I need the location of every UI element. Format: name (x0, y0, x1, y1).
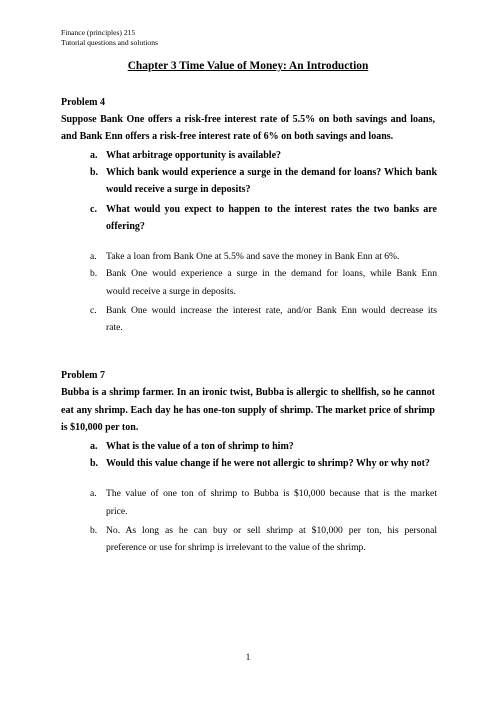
question-text: would receive a surge in deposits? (106, 184, 251, 195)
problem-7-statement-line: eat any shrimp. Each day he has one-ton supply of shrimp. The market price of shrimp (61, 405, 435, 416)
chapter-title: Chapter 3 Time Value of Money: An Introduction (127, 60, 369, 72)
answer-text: Bank One would experience a surge in the demand for loans, while Bank Enn (106, 268, 437, 279)
question-label: c. (90, 204, 97, 215)
answer-text: price. (106, 506, 128, 517)
answer-label: a. (90, 488, 97, 499)
header-course: Finance (principles) 215 (61, 28, 136, 37)
question-text: Would this value change if he were not allergic to shrimp? Why or why not? (106, 458, 430, 469)
answer-text: Bank One would increase the interest rate, and/or Bank Enn would decrease its (106, 305, 437, 316)
answer-text: preference or use for shrimp is irrelevant to the value of the shrimp. (106, 542, 366, 553)
problem-4-heading: Problem 4 (61, 97, 105, 108)
question-text: What arbitrage opportunity is available? (106, 150, 282, 161)
problem-7-statement-line: Bubba is a shrimp farmer. In an ironic twist, Bubba is allergic to shellfish, so he cannot (61, 387, 435, 398)
answer-text: rate. (106, 322, 123, 333)
question-label: a. (90, 441, 98, 452)
answer-text: would receive a surge in deposits. (106, 286, 236, 297)
answer-text: No. As long as he can buy or sell shrimp at $10,000 per ton, his personal (106, 525, 437, 536)
answer-text: The value of one ton of shrimp to Bubba is $10,000 because that is the market (106, 488, 437, 499)
question-text: What would you expect to happen to the interest rates the two banks are (106, 204, 437, 215)
problem-4-statement-line: Suppose Bank One offers a risk-free interest rate of 5.5% on both savings and loans, (61, 114, 435, 125)
question-label: a. (90, 150, 98, 161)
problem-4-statement-line: and Bank Enn offers a risk-free interest rate of 6% on both savings and loans. (61, 131, 394, 142)
question-text: Which bank would experience a surge in the demand for loans? Which bank (106, 167, 437, 178)
problem-7-statement-line: is $10,000 per ton. (61, 422, 139, 433)
problem-7-heading: Problem 7 (61, 370, 105, 381)
question-text: What is the value of a ton of shrimp to him? (106, 441, 294, 452)
question-label: b. (90, 458, 99, 469)
page-number: 1 (245, 652, 251, 662)
answer-label: b. (90, 525, 98, 536)
answer-label: a. (90, 251, 97, 262)
answer-text: Take a loan from Bank One at 5.5% and save the money in Bank Enn at 6%. (106, 251, 400, 262)
answer-label: c. (90, 305, 97, 316)
question-text: offering? (106, 221, 145, 232)
question-label: b. (90, 167, 99, 178)
answer-label: b. (90, 268, 98, 279)
header-subtitle: Tutorial questions and solutions (61, 38, 158, 47)
